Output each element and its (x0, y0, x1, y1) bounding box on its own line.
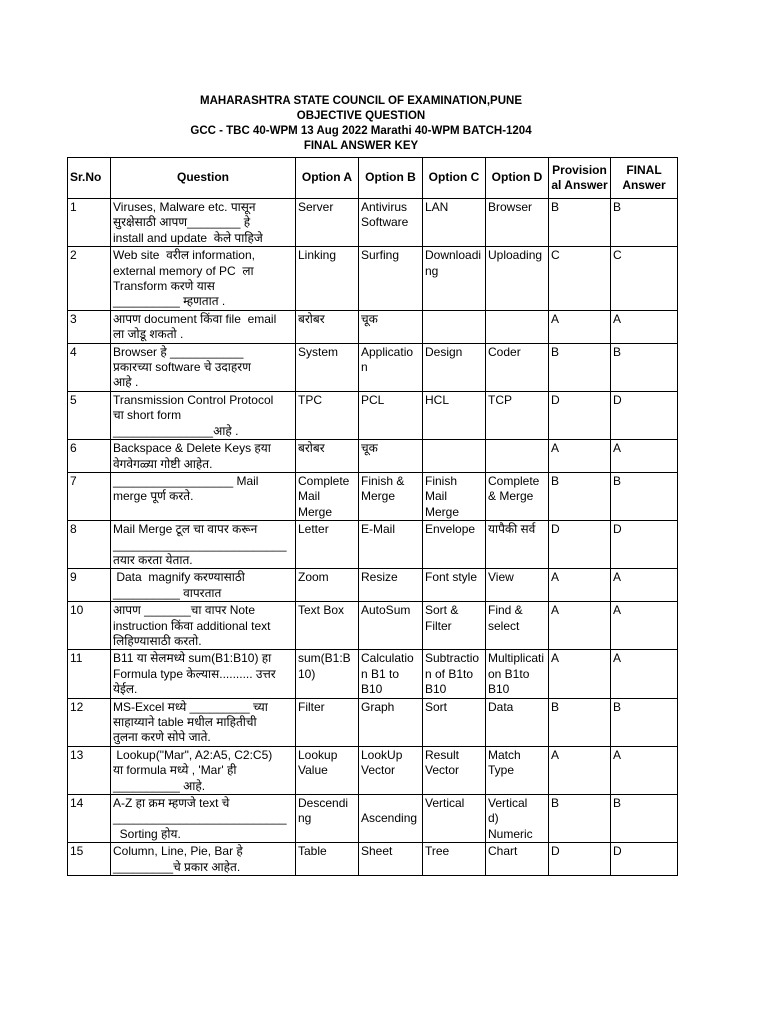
option-d-cell (486, 310, 549, 343)
option-a-cell: System (296, 343, 359, 391)
sr-no-cell: 8 (68, 521, 111, 569)
table-header-row (68, 158, 678, 199)
table-row (68, 310, 678, 343)
table-row (68, 440, 678, 473)
final-answer-cell: C (611, 247, 678, 311)
table-row (68, 698, 678, 746)
table-row (68, 343, 678, 391)
sr-no-cell: 14 (68, 795, 111, 843)
col-header-option-c: Option C (423, 158, 486, 199)
question-cell: __________________ Mail merge पूर्ण करते. (111, 472, 296, 520)
option-c-cell: Subtractio n of B1to B10 (423, 650, 486, 698)
table-row (68, 746, 678, 794)
option-a-cell: TPC (296, 391, 359, 439)
sr-no-cell: 9 (68, 569, 111, 602)
option-c-cell: Font style (423, 569, 486, 602)
option-b-cell: Ascending (359, 795, 423, 843)
option-b-cell: चूक (359, 310, 423, 343)
option-d-cell: Data (486, 698, 549, 746)
option-b-cell: Finish & Merge (359, 472, 423, 520)
option-c-cell: Tree (423, 843, 486, 876)
option-d-cell (486, 440, 549, 473)
option-b-cell: Resize (359, 569, 423, 602)
sr-no-cell: 3 (68, 310, 111, 343)
question-cell: MS-Excel मध्ये _________ च्या साहाय्याने table मधील माहितीची तुलना करणे सोपे जाते. (111, 698, 296, 746)
col-header-question: Question (111, 158, 296, 199)
document-header (0, 94, 722, 154)
option-b-cell: Graph (359, 698, 423, 746)
col-header-option-b: Option B (359, 158, 423, 199)
final-answer-cell: B (611, 795, 678, 843)
provisional-answer-cell: B (549, 343, 611, 391)
option-a-cell: Table (296, 843, 359, 876)
option-d-cell: Chart (486, 843, 549, 876)
question-cell: आपण document किंवा file email ला जोडू शकतो . (111, 310, 296, 343)
provisional-answer-cell: B (549, 472, 611, 520)
sr-no-cell: 7 (68, 472, 111, 520)
sr-no-cell: 10 (68, 602, 111, 650)
question-cell: आपण _______चा वापर Note instruction किंवा additional text लिहिण्यासाठी करतो. (111, 602, 296, 650)
question-cell: Lookup("Mar", A2:A5, C2:C5) या formula मध्ये , 'Mar' ही __________ आहे. (111, 746, 296, 794)
option-d-cell: Vertical d) Numeric (486, 795, 549, 843)
final-answer-cell: B (611, 199, 678, 247)
option-a-cell: Text Box (296, 602, 359, 650)
option-c-cell: Finish Mail Merge (423, 472, 486, 520)
option-d-cell: Find & select (486, 602, 549, 650)
option-a-cell: Lookup Value (296, 746, 359, 794)
option-c-cell (423, 440, 486, 473)
final-answer-cell: A (611, 650, 678, 698)
table-row (68, 247, 678, 311)
table-row (68, 650, 678, 698)
question-cell: Backspace & Delete Keys हया वेगवेगळ्या गोष्टी आहेत. (111, 440, 296, 473)
option-a-cell: बरोबर (296, 440, 359, 473)
option-b-cell: चूक (359, 440, 423, 473)
option-a-cell: Zoom (296, 569, 359, 602)
final-answer-cell: A (611, 602, 678, 650)
col-header-option-a: Option A (296, 158, 359, 199)
provisional-answer-cell: A (549, 746, 611, 794)
question-cell: Column, Line, Pie, Bar हे _________चे प्रकार आहेत. (111, 843, 296, 876)
sr-no-cell: 12 (68, 698, 111, 746)
option-b-cell: E-Mail (359, 521, 423, 569)
document-type: OBJECTIVE QUESTION (296, 110, 426, 122)
answer-key-table (67, 157, 678, 876)
sr-no-cell: 1 (68, 199, 111, 247)
col-header-provisional-answer: Provision al Answer (549, 158, 611, 199)
option-b-cell: Sheet (359, 843, 423, 876)
option-b-cell: Antivirus Software (359, 199, 423, 247)
option-d-cell: View (486, 569, 549, 602)
option-b-cell: PCL (359, 391, 423, 439)
option-a-cell: Filter (296, 698, 359, 746)
option-c-cell: HCL (423, 391, 486, 439)
option-a-cell: Server (296, 199, 359, 247)
col-header-sr-no: Sr.No (68, 158, 111, 199)
option-b-cell: AutoSum (359, 602, 423, 650)
table-row (68, 521, 678, 569)
option-a-cell: sum(B1:B 10) (296, 650, 359, 698)
question-cell: Data magnify करण्यासाठी __________ वापरतात (111, 569, 296, 602)
sr-no-cell: 15 (68, 843, 111, 876)
final-answer-cell: D (611, 391, 678, 439)
option-d-cell: Uploading (486, 247, 549, 311)
provisional-answer-cell: D (549, 521, 611, 569)
option-b-cell: Surfing (359, 247, 423, 311)
final-answer-cell: A (611, 746, 678, 794)
option-c-cell: LAN (423, 199, 486, 247)
sr-no-cell: 6 (68, 440, 111, 473)
council-title: MAHARASHTRA STATE COUNCIL OF EXAMINATION,PUNE (200, 95, 522, 107)
question-cell: Viruses, Malware etc. पासून सुरक्षेसाठी आपण________ हे install and update केले पाहिजे (111, 199, 296, 247)
option-c-cell: Downloadi ng (423, 247, 486, 311)
provisional-answer-cell: D (549, 391, 611, 439)
option-c-cell: Sort (423, 698, 486, 746)
question-cell: Transmission Control Protocol चा short form _______________आहे . (111, 391, 296, 439)
table-row (68, 843, 678, 876)
final-answer-cell: B (611, 472, 678, 520)
sr-no-cell: 11 (68, 650, 111, 698)
option-d-cell: Complete & Merge (486, 472, 549, 520)
final-answer-cell: A (611, 569, 678, 602)
provisional-answer-cell: B (549, 795, 611, 843)
question-cell: Browser हे ___________ प्रकारच्या software चे उदाहरण आहे . (111, 343, 296, 391)
provisional-answer-cell: B (549, 698, 611, 746)
exam-batch-line: GCC - TBC 40-WPM 13 Aug 2022 Marathi 40-WPM BATCH-1204 (190, 125, 532, 137)
option-a-cell: Descendi ng (296, 795, 359, 843)
option-d-cell: TCP (486, 391, 549, 439)
provisional-answer-cell: A (549, 440, 611, 473)
option-b-cell: LookUp Vector (359, 746, 423, 794)
question-cell: B11 या सेलमध्ये sum(B1:B10) हा Formula type केल्यास.......... उत्तर येईल. (111, 650, 296, 698)
answer-key-title: FINAL ANSWER KEY (303, 140, 419, 152)
option-d-cell: Multiplicati on B1to B10 (486, 650, 549, 698)
option-b-cell: Applicatio n (359, 343, 423, 391)
option-c-cell: Sort & Filter (423, 602, 486, 650)
option-a-cell: Linking (296, 247, 359, 311)
option-a-cell: Letter (296, 521, 359, 569)
question-cell: Mail Merge टूल चा वापर करून __________________________ तयार करता येतात. (111, 521, 296, 569)
sr-no-cell: 5 (68, 391, 111, 439)
table-row (68, 472, 678, 520)
sr-no-cell: 2 (68, 247, 111, 311)
table-row (68, 199, 678, 247)
option-b-cell: Calculatio n B1 to B10 (359, 650, 423, 698)
col-header-final-answer: FINAL Answer (611, 158, 678, 199)
sr-no-cell: 4 (68, 343, 111, 391)
final-answer-cell: D (611, 521, 678, 569)
option-d-cell: Coder (486, 343, 549, 391)
provisional-answer-cell: D (549, 843, 611, 876)
final-answer-cell: A (611, 310, 678, 343)
provisional-answer-cell: A (549, 310, 611, 343)
final-answer-cell: D (611, 843, 678, 876)
option-c-cell (423, 310, 486, 343)
provisional-answer-cell: C (549, 247, 611, 311)
provisional-answer-cell: A (549, 569, 611, 602)
option-d-cell: Browser (486, 199, 549, 247)
question-cell: A-Z हा क्रम म्हणजे text चे __________________________ Sorting होय. (111, 795, 296, 843)
option-c-cell: Envelope (423, 521, 486, 569)
provisional-answer-cell: A (549, 650, 611, 698)
col-header-option-d: Option D (486, 158, 549, 199)
provisional-answer-cell: B (549, 199, 611, 247)
final-answer-cell: A (611, 440, 678, 473)
table-row (68, 795, 678, 843)
option-c-cell: Result Vector (423, 746, 486, 794)
question-cell: Web site वरील information, external memory of PC ला Transform करणे यास __________ म्हणतात . (111, 247, 296, 311)
option-d-cell: यापैकी सर्व (486, 521, 549, 569)
provisional-answer-cell: A (549, 602, 611, 650)
table-row (68, 602, 678, 650)
option-c-cell: Design (423, 343, 486, 391)
option-d-cell: Match Type (486, 746, 549, 794)
option-a-cell: Complete Mail Merge (296, 472, 359, 520)
sr-no-cell: 13 (68, 746, 111, 794)
final-answer-cell: B (611, 698, 678, 746)
option-a-cell: बरोबर (296, 310, 359, 343)
option-c-cell: Vertical (423, 795, 486, 843)
table-row (68, 569, 678, 602)
table-row (68, 391, 678, 439)
final-answer-cell: B (611, 343, 678, 391)
